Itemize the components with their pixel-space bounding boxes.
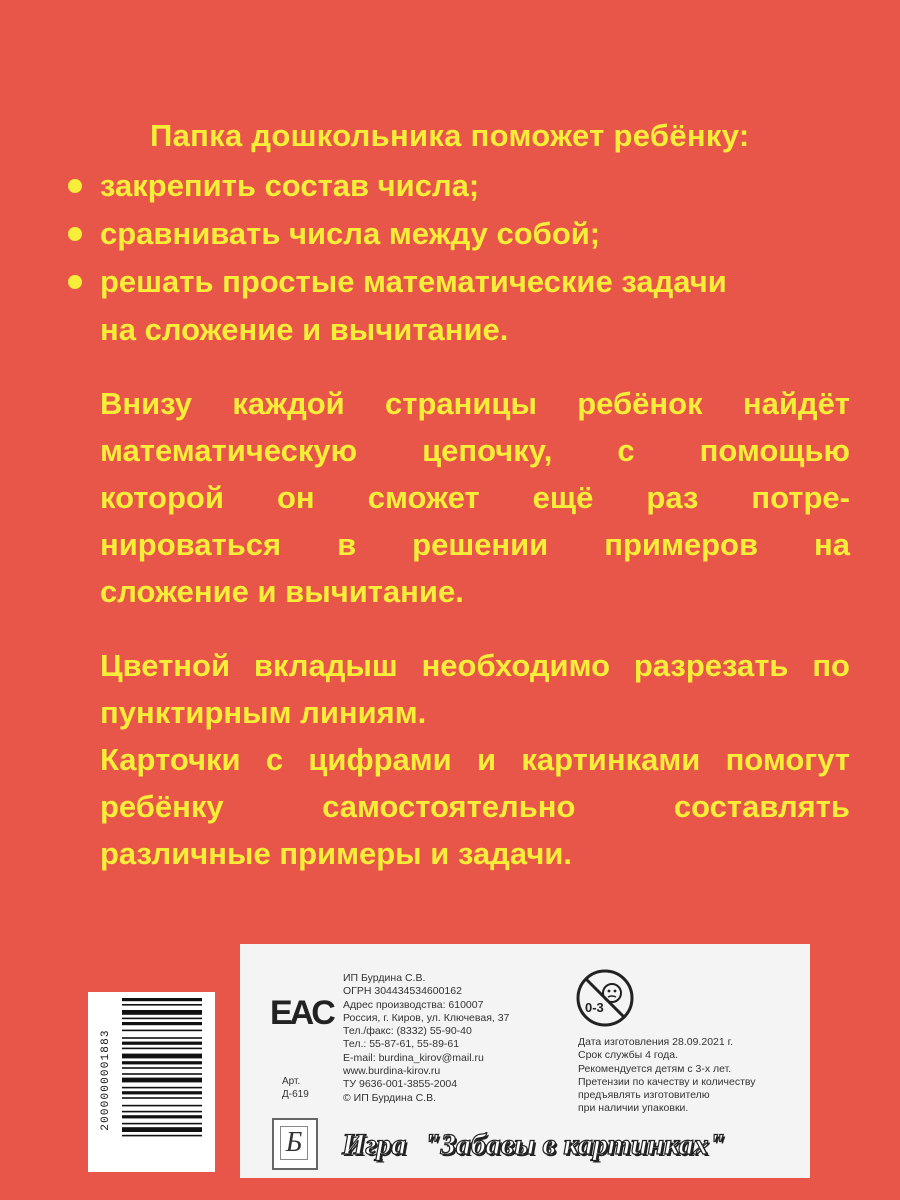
list-item xyxy=(60,210,840,258)
publisher-line: ОГРН 304434534600162 xyxy=(343,985,462,998)
bullet-dot-icon xyxy=(68,275,82,289)
benefits-list xyxy=(60,162,840,354)
list-item-continuation xyxy=(60,306,840,354)
production-info xyxy=(578,1036,756,1116)
paragraph-line: Цветной вкладыш необходимо разрезать по xyxy=(100,648,850,683)
publisher-line: Адрес производства: 610007 xyxy=(343,998,484,1011)
insert-paragraph xyxy=(100,642,850,736)
paragraph-line: пунктирным линиям. xyxy=(100,695,427,730)
paragraph-line: нироваться в решении примеров на xyxy=(100,527,850,562)
barcode xyxy=(88,992,215,1172)
paragraph-line: Карточки с цифрами и картинками помогут xyxy=(100,742,850,777)
bullet-dot-icon xyxy=(68,227,82,241)
publisher-line: Россия, г. Киров, ул. Ключевая, 37 xyxy=(343,1011,510,1024)
paragraph-line: математическую цепочку, с помощью xyxy=(100,433,850,468)
article-label: Арт. xyxy=(282,1076,301,1087)
paragraph-line: различные примеры и задачи. xyxy=(100,836,572,871)
production-line: Срок службы 4 года. xyxy=(578,1049,678,1062)
barcode-digits: 2000000001883 xyxy=(100,1029,112,1131)
list-item-text: на сложение и вычитание. xyxy=(100,312,509,347)
article-code: Д-619 xyxy=(282,1089,309,1100)
series-title xyxy=(342,1128,802,1166)
production-line: Дата изготовления 28.09.2021 г. xyxy=(578,1036,734,1048)
barcode-bars xyxy=(100,996,204,1168)
publisher-line: Тел.: 55-87-61, 55-89-61 xyxy=(343,1038,460,1051)
age-warning-icon xyxy=(574,967,636,1029)
intro-heading: Папка дошкольника поможет ребёнку: xyxy=(150,118,750,153)
production-line: предъявлять изготовителю xyxy=(578,1089,710,1102)
bullet-dot-icon xyxy=(68,179,82,193)
list-item-text: сравнивать числа между собой; xyxy=(100,216,601,251)
cards-paragraph xyxy=(100,736,850,877)
list-item-text: закрепить состав числа; xyxy=(100,168,480,203)
publisher-line: ТУ 9636-001-3855-2004 xyxy=(343,1078,458,1091)
age-label: 0-3 xyxy=(585,1000,604,1015)
publisher-line: ИП Бурдина С.В. xyxy=(343,972,426,984)
publisher-line: E-mail: burdina_kirov@mail.ru xyxy=(343,1051,484,1064)
paragraph-line: сложение и вычитание. xyxy=(100,574,464,609)
logo-letter: Б xyxy=(280,1126,308,1160)
article-number xyxy=(282,1075,309,1101)
paragraph-line: Внизу каждой страницы ребёнок найдёт xyxy=(100,386,850,421)
production-line: Претензии по качеству и количеству xyxy=(578,1075,756,1088)
paragraph-line: которой он сможет ещё раз потре- xyxy=(100,480,850,515)
paragraph-line: ребёнку самостоятельно составлять xyxy=(100,789,850,824)
series-name: "Забавы в картинках" xyxy=(423,1128,726,1161)
publisher-line: © ИП Бурдина С.В. xyxy=(343,1091,437,1104)
list-item xyxy=(60,162,840,210)
publisher-info xyxy=(343,972,509,1105)
list-item-text: решать простые математические задачи xyxy=(100,264,727,299)
eac-mark: EAC xyxy=(270,994,333,1032)
publisher-line: Тел./факс: (8332) 55-90-40 xyxy=(343,1025,472,1038)
list-item xyxy=(60,258,840,306)
production-line: Рекомендуется детям с 3-х лет. xyxy=(578,1062,732,1075)
production-line: при наличии упаковки. xyxy=(578,1102,689,1115)
publisher-logo xyxy=(272,1118,318,1170)
series-word-game: Игра xyxy=(342,1128,407,1161)
publisher-line: www.burdina-kirov.ru xyxy=(343,1065,441,1078)
math-chain-paragraph xyxy=(100,380,850,615)
